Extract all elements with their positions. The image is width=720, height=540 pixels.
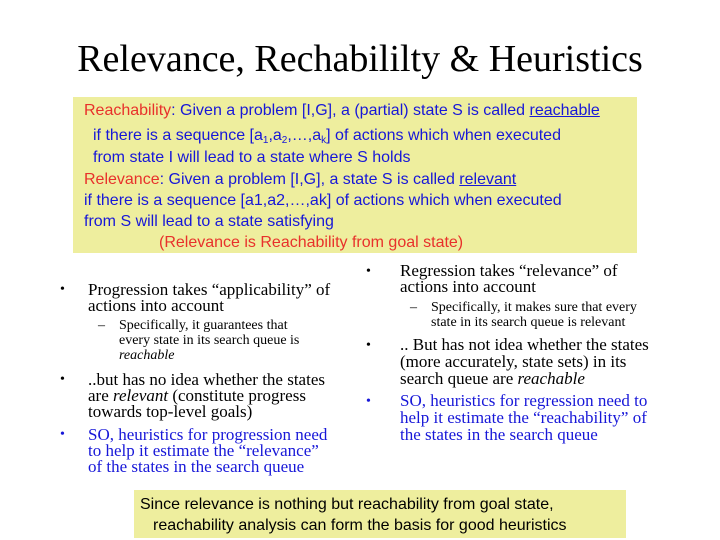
subscript: 1 (262, 135, 269, 146)
relevant-term: relevant (459, 171, 517, 188)
progression-sub-line-1: Specifically, it guarantees that (119, 318, 288, 333)
relevance-definition-line-2: if there is a sequence [a1,a2,…,ak] of actions which when executed (84, 192, 562, 209)
text: are (88, 386, 114, 405)
progression-point-1-line-1: Progression takes “applicability” of (88, 280, 331, 299)
dash-icon: – (410, 300, 417, 315)
regression-point-3-line-1: SO, heuristics for regression need to (400, 391, 648, 410)
regression-point-1-line-1: Regression takes “relevance” of (400, 261, 618, 280)
text: (constitute progress (168, 386, 306, 405)
text: : Given a problem [I,G], a (partial) state S is called (171, 102, 530, 119)
relevant-italic: relevant (113, 386, 169, 405)
bullet-icon: • (60, 282, 65, 297)
text: ,…,a (287, 127, 322, 144)
relevance-definition-line-1 (84, 170, 516, 190)
reachability-definition-line-1 (84, 101, 600, 121)
regression-point-2-line-3 (400, 370, 585, 387)
text: ,a (268, 127, 282, 144)
definitions-box (73, 97, 637, 253)
regression-point-3-line-3: the states in the search queue (400, 425, 598, 444)
progression-point-1-line-2: actions into account (88, 296, 224, 315)
dash-icon: – (98, 318, 105, 333)
bullet-icon: • (60, 372, 65, 387)
relevance-note: (Relevance is Reachability from goal state) (159, 234, 464, 251)
reachable-italic: reachable (517, 369, 585, 388)
bullet-icon: • (366, 394, 371, 409)
progression-point-2-line-3: towards top-level goals) (88, 402, 253, 421)
progression-point-3-line-1: SO, heuristics for progression need (88, 425, 328, 444)
regression-point-3-line-2: help it estimate the “reachability” of (400, 408, 647, 427)
text: if there is a sequence [a (93, 127, 263, 144)
conclusion-line-2: reachability analysis can form the basis for good heuristics (153, 517, 567, 534)
progression-point-3-line-3: of the states in the search queue (88, 457, 305, 476)
slide-title: Relevance, Rechabililty & Heuristics (77, 38, 643, 80)
conclusion-box (134, 490, 626, 538)
regression-sub-line-1: Specifically, it makes sure that every (431, 300, 637, 315)
bullet-icon: • (366, 264, 371, 279)
reachability-term: Reachability (84, 102, 172, 119)
relevance-definition-line-3: from S will lead to a state satisfying (84, 213, 334, 230)
bullet-icon: • (366, 338, 371, 353)
subscript: k (321, 135, 327, 146)
progression-sub-line-2: every state in its search queue is (119, 333, 300, 348)
reachability-definition-line-2 (93, 126, 561, 151)
regression-point-2-line-2: (more accurately, state sets) in its (400, 352, 627, 371)
relevance-term: Relevance (84, 171, 160, 188)
progression-point-2-line-1: ..but has no idea whether the states (88, 370, 325, 389)
progression-sub-line-3: reachable (119, 348, 175, 363)
subscript: 2 (281, 135, 288, 146)
regression-point-2-line-1: .. But has not idea whether the states (400, 335, 649, 354)
regression-sub-line-2: state in its search queue is relevant (431, 315, 626, 330)
text: search queue are (400, 369, 518, 388)
progression-point-3-line-2: to help it estimate the “relevance” (88, 441, 319, 460)
bullet-icon: • (60, 427, 65, 442)
text: : Given a problem [I,G], a state S is called (159, 171, 460, 188)
text: ] of actions which when executed (326, 127, 561, 144)
conclusion-line-1: Since relevance is nothing but reachability from goal state, (140, 496, 554, 513)
reachable-term: reachable (529, 102, 600, 119)
regression-point-1-line-2: actions into account (400, 277, 536, 296)
reachability-definition-line-3: from state I will lead to a state where S holds (93, 149, 411, 166)
